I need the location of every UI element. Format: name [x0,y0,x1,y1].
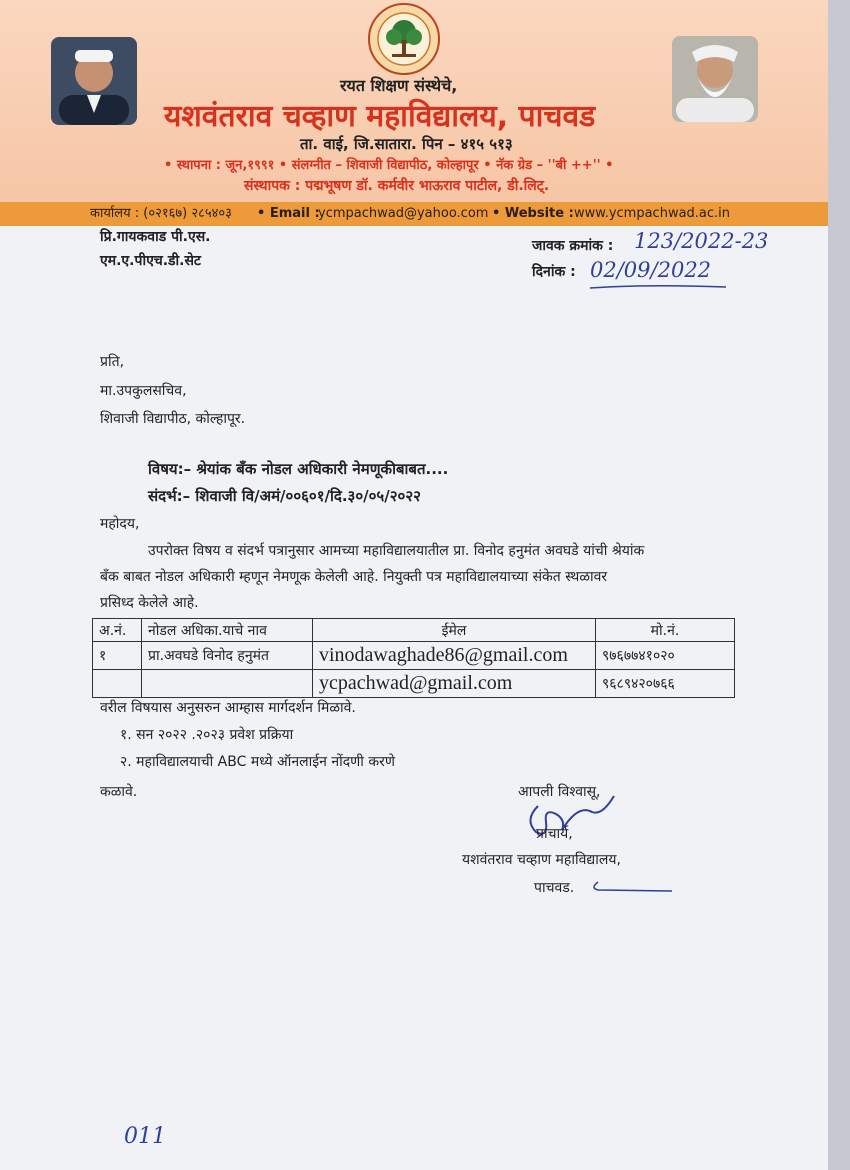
org-line: रयत शिक्षण संस्थेचे, [340,76,458,95]
sender-degree: एम.ए.पीएच.डी.सेट [100,253,201,269]
point-1: १. सन २०२२ .२०२३ प्रवेश प्रक्रिया [120,727,294,743]
table-header-row [93,619,735,642]
signature-closing: आपली विश्वासू, [518,784,601,800]
table-cell: प्रा.अवघडे विनोद हनुमंत [142,642,313,670]
signature-place: पाचवड. [534,880,575,896]
recipient-address: शिवाजी विद्यापीठ, कोल्हापूर. [100,411,246,427]
outward-number-value: 123/2022-23 [634,229,769,253]
institution-seal-logo [366,2,442,76]
body-line-3: प्रसिध्द केलेले आहे. [100,595,199,611]
point-2: २. महाविद्यालयाची ABC मध्ये ऑनलाईन नोंदणी करणे [120,754,395,770]
website-label: • Website : [492,206,574,221]
office-phone: कार्यालय : (०२१६७) २८५४०३ [90,206,232,221]
table-cell [93,670,142,698]
after-table-line: वरील विषयास अनुसरुन आम्हास मार्गदर्शन मिळावे. [100,700,356,716]
email-label: • Email : [257,206,320,221]
subject-line: विषय:– श्रेयांक बँक नोडल अधिकारी नेमणूकीबाबत.... [148,460,449,478]
date-underline-stroke [588,282,728,292]
website-link[interactable]: www.ycmpachwad.ac.in [574,206,731,221]
place-underline-stroke [588,874,674,896]
recipient-title: मा.उपकुलसचिव, [100,383,187,399]
founder-line: संस्थापक : पद्मभूषण डॉ. कर्मवीर भाऊराव पाटील, डी.लिट्. [244,178,550,194]
table-row [93,642,735,670]
right-portrait-photo [672,36,758,122]
table-header-cell: नोडल अधिका.याचे नाव [142,619,313,642]
closing-left: कळावे. [100,784,138,800]
signature-designation: प्राचार्य, [536,826,573,842]
table-cell-email[interactable]: ycpachwad@gmail.com [313,670,596,698]
body-line-1: उपरोक्त विषय व संदर्भ पत्रानुसार आमच्या महाविद्यालयातील प्रा. विनोद हनुमंत अवघडे यांची श्रेयांक [148,543,645,559]
table-row [93,670,735,698]
salutation: महोदय, [100,516,140,532]
reference-line: संदर्भ:– शिवाजी वि/अमं/००६०१/दि.३०/०५/२०२२ [148,487,421,505]
address-line: ता. वाई, जि.सातारा. पिन – ४१५ ५१३ [300,135,513,153]
nodal-officer-table [92,618,735,698]
letterhead [0,0,828,202]
table-cell-email[interactable]: vinodawaghade86@gmail.com [313,642,596,670]
left-portrait-photo [51,37,137,125]
outward-number-label: जावक क्रमांक : [532,238,614,254]
table-cell [142,670,313,698]
table-header-cell: मो.नं. [596,619,735,642]
college-name: यशवंतराव चव्हाण महाविद्यालय, पाचवड [164,99,596,134]
margin-note: 011 [124,1124,166,1149]
recipient-to: प्रति, [100,354,125,370]
table-cell-phone: ९६८९४२०७६६ [596,670,735,698]
date-value: 02/09/2022 [590,258,712,282]
table-cell-phone: ९७६७७४१०२० [596,642,735,670]
body-line-2: बँक बाबत नोडल अधिकारी म्हणून नेमणूक केलेली आहे. नियुक्ती पत्र महाविद्यालयाच्या संकेत स्थळावर [100,569,608,585]
table-header-cell: ईमेल [313,619,596,642]
info-line: • स्थापना : जून,१९९१ • संलग्नीत – शिवाजी विद्यापीठ, कोल्हापूर • नॅक ग्रेड – ''बी ++'' • [164,158,614,173]
table-cell: १ [93,642,142,670]
signature-institution: यशवंतराव चव्हाण महाविद्यालय, [462,852,621,868]
sender-name: प्रि.गायकवाड पी.एस. [100,229,211,245]
date-label: दिनांक : [532,264,576,280]
email-link[interactable]: ycmpachwad@yahoo.com [318,206,489,221]
contact-band [0,202,828,226]
table-header-cell: अ.नं. [93,619,142,642]
page-edge-shadow [828,0,850,1170]
